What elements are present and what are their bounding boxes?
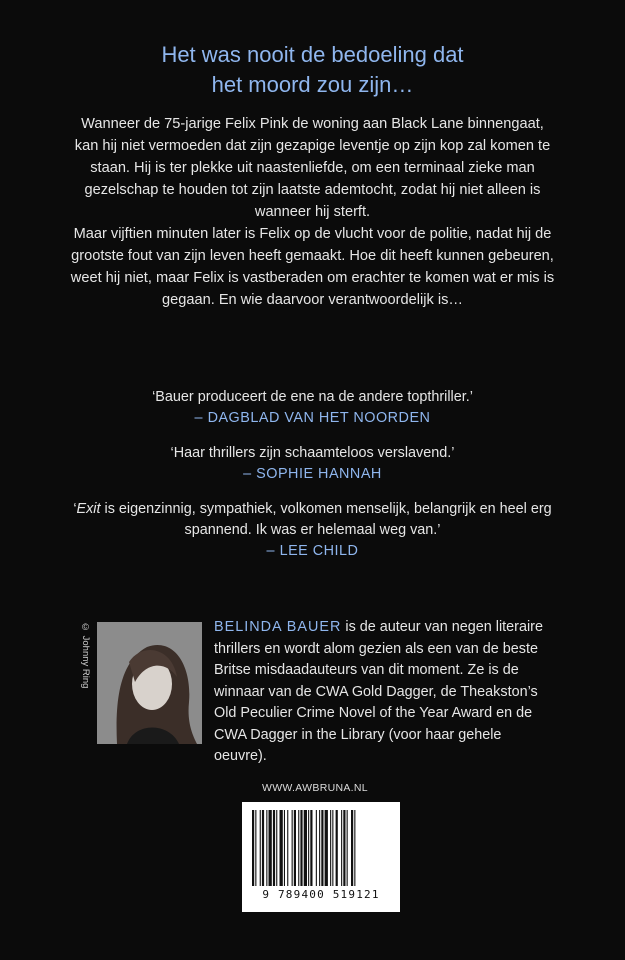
tagline-line-1: Het was nooit de bedoeling dat bbox=[161, 42, 464, 67]
quote-text-rest: is eigenzinnig, sympathiek, volkomen menselijk, belangrijk en heel erg spannend. Ik was er helemaal weg van.’ bbox=[100, 501, 552, 538]
tagline bbox=[0, 40, 625, 100]
quote-source: – LEE CHILD bbox=[60, 541, 565, 562]
author-bio-text: is de auteur van negen literaire thrillers en wordt alom gezien als een van de beste Britse misdaadauteurs van dit moment. Ze is de winnaar van de CWA Gold Dagger, de Theakston’s Old Peculier Crime Novel of the Year Award en de CWA Dagger in the Library (voor haar gehele oeuvre). bbox=[214, 619, 543, 764]
review-quote bbox=[60, 443, 565, 485]
isbn-number: 9 789400 519121 bbox=[262, 888, 380, 901]
blurb-paragraph-2: Maar vijftien minuten later is Felix op de vlucht voor de politie, nadat hij de grootste fout van zijn leven heeft gemaakt. Hoe dit heeft kunnen gebeuren, weet hij niet, maar Felix is vastberaden om erachter te komen wat er mis is gegaan. En wie daarvoor verantwoordelijk is… bbox=[70, 226, 555, 308]
review-quote bbox=[60, 499, 565, 562]
quote-text: ‘Haar thrillers zijn schaamteloos verslavend.’ bbox=[170, 445, 455, 461]
quote-text: ‘Exit is eigenzinnig, sympathiek, volkomen menselijk, belangrijk en heel erg spannend. Ik was er helemaal weg van.’ bbox=[73, 501, 552, 538]
author-bio bbox=[214, 617, 554, 768]
author-name: BELINDA BAUER bbox=[214, 619, 342, 635]
book-title: Exit bbox=[76, 501, 101, 517]
barcode-bars bbox=[242, 802, 400, 888]
barcode bbox=[242, 802, 400, 912]
tagline-line-2: het moord zou zijn… bbox=[211, 72, 414, 97]
quote-source: – DAGBLAD VAN HET NOORDEN bbox=[60, 408, 565, 429]
blurb-paragraph-1: Wanneer de 75-jarige Felix Pink de woning aan Black Lane binnengaat, kan hij niet vermoeden dat zijn gezapige leventje op zijn kop zal komen te staan. Hij is ter plekke uit naastenliefde, om een terminaal zieke man gezelschap te houden tot zijn laatste ademtocht, zodat hij niet alleen is wanneer hij sterft. bbox=[74, 116, 551, 220]
blurb bbox=[70, 113, 555, 311]
photo-credit: © Johnny Ring bbox=[80, 622, 91, 689]
review-quote bbox=[60, 387, 565, 429]
quote-source: – SOPHIE HANNAH bbox=[60, 464, 565, 485]
author-photo bbox=[97, 622, 202, 744]
quote-text: ‘Bauer produceert de ene na de andere topthriller.’ bbox=[152, 389, 473, 405]
publisher-website: WWW.AWBRUNA.NL bbox=[262, 782, 368, 794]
review-quotes bbox=[60, 387, 565, 576]
